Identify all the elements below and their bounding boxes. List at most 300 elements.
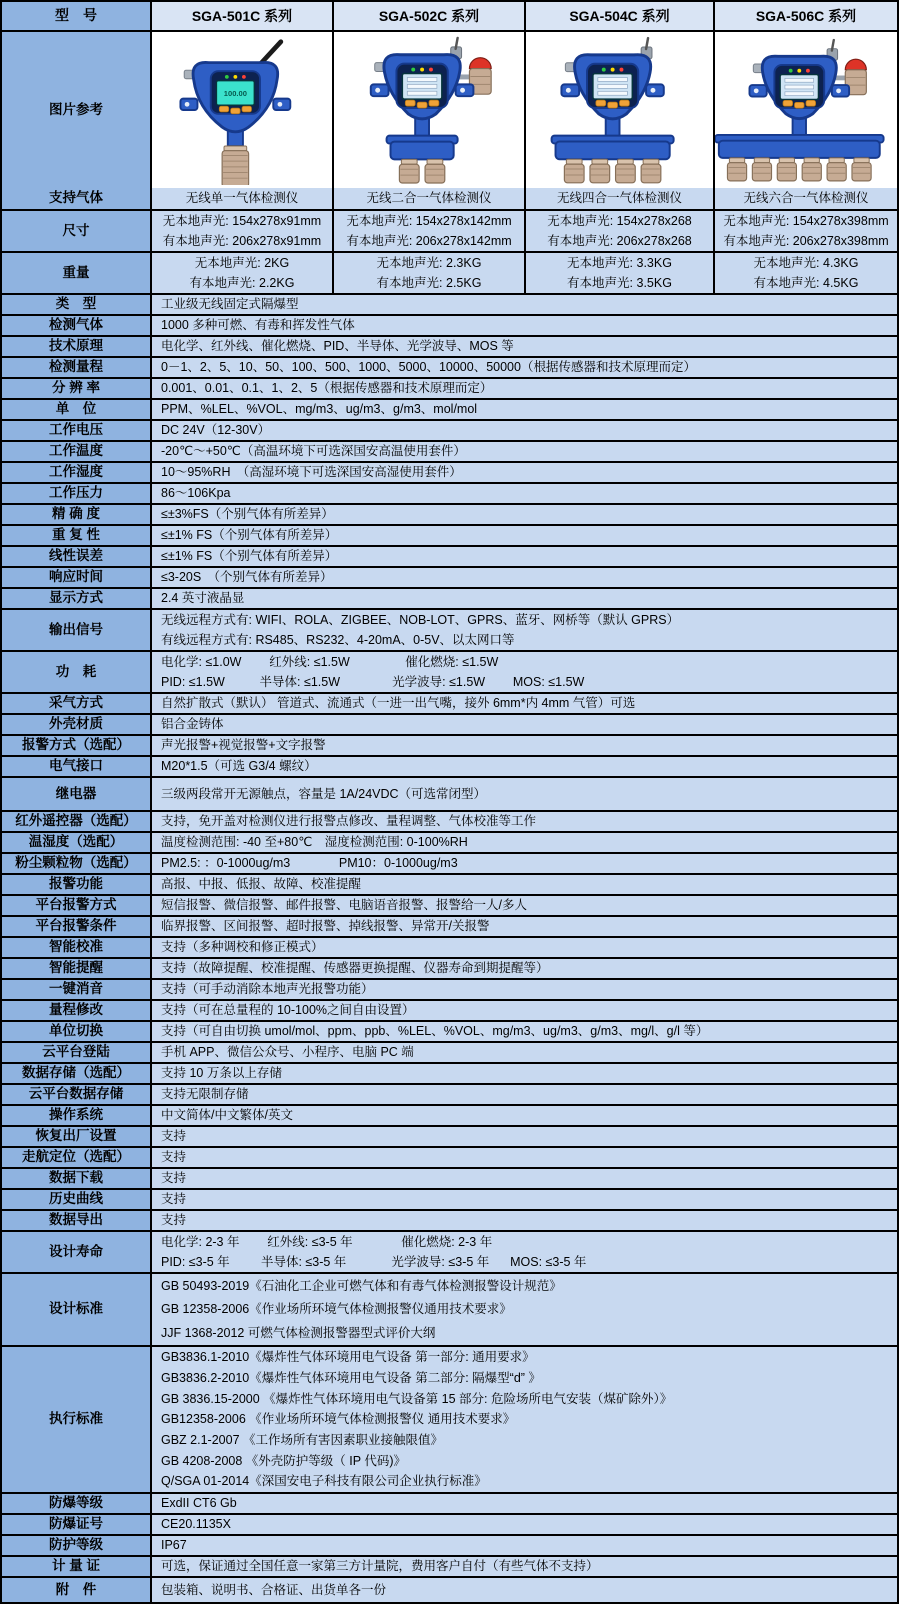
spec-row bbox=[2, 1188, 897, 1209]
spec-value: CE20.1135X bbox=[161, 1517, 231, 1532]
spec-row bbox=[2, 545, 897, 566]
spec-row bbox=[2, 852, 897, 873]
device-image-sga-506c bbox=[713, 32, 897, 188]
row-label: 线性误差 bbox=[2, 547, 152, 566]
row-label: 输出信号 bbox=[2, 610, 152, 650]
device-button bbox=[242, 106, 251, 112]
led-icon bbox=[620, 68, 624, 72]
spec-value: 有本地声光: 206x278x142mm bbox=[346, 233, 512, 248]
spec-row bbox=[2, 1167, 897, 1188]
device-button bbox=[417, 102, 427, 108]
spec-cell bbox=[332, 253, 524, 293]
spec-value: 无本地声光: 4.3KG bbox=[753, 255, 859, 270]
spec-cell bbox=[152, 652, 897, 692]
row-label: 设计标准 bbox=[2, 1274, 152, 1345]
row-label: 显示方式 bbox=[2, 589, 152, 608]
spec-value: 无本地声光: 154x278x268 bbox=[547, 213, 692, 228]
spec-row bbox=[2, 776, 897, 810]
model-header-sga-501c: SGA-501C 系列 bbox=[152, 2, 332, 30]
gas-sensor-icon bbox=[399, 159, 419, 183]
led-icon bbox=[789, 69, 793, 73]
model-header-sga-506c: SGA-506C 系列 bbox=[713, 2, 897, 30]
spec-value: 支持 bbox=[161, 1192, 187, 1207]
spec-value: 中文简体/中文繁体/英文 bbox=[161, 1108, 293, 1123]
row-label: 计 量 证 bbox=[2, 1557, 152, 1576]
spec-row bbox=[2, 755, 897, 776]
row-label: 防爆等级 bbox=[2, 1494, 152, 1513]
spec-cell bbox=[152, 1064, 897, 1083]
spec-row bbox=[2, 398, 897, 419]
gas-sensor-icon bbox=[222, 146, 249, 185]
spec-cell bbox=[152, 1274, 897, 1345]
row-label: 采气方式 bbox=[2, 694, 152, 713]
spec-value: 10～95%RH （高湿环境下可选深国安高湿使用套件） bbox=[161, 465, 462, 480]
spec-cell bbox=[152, 917, 897, 936]
spec-value: 有本地声光: 206x278x91mm bbox=[162, 233, 322, 248]
row-label: 一键消音 bbox=[2, 980, 152, 999]
row-label: 平台报警条件 bbox=[2, 917, 152, 936]
spec-row bbox=[2, 524, 897, 545]
spec-cell bbox=[713, 253, 897, 293]
device-button bbox=[806, 100, 816, 106]
row-label: 工作压力 bbox=[2, 484, 152, 503]
spec-row bbox=[2, 1576, 897, 1602]
spec-cell bbox=[152, 833, 897, 852]
spec-value: Q/SGA 01-2014《深国安电子科技有限公司企业执行标准》 bbox=[161, 1474, 487, 1489]
spec-value: GB 4208-2008 《外壳防护等级（ IP 代码)》 bbox=[161, 1453, 406, 1468]
spec-row bbox=[2, 873, 897, 894]
image-row bbox=[2, 30, 897, 188]
spec-value: 1000 多种可燃、有毒和挥发性气体 bbox=[161, 318, 355, 333]
spec-row bbox=[2, 377, 897, 398]
spec-value: 三级两段常开无源触点，容量是 1A/24VDC（可选常闭型） bbox=[161, 786, 487, 801]
spec-value: 无本地声光: 154x278x142mm bbox=[346, 213, 512, 228]
spec-row bbox=[2, 650, 897, 692]
spec-value: 自然扩散式（默认） 管道式、流通式（一进一出气嘴，接外 6mm*内 4mm 气管）可选 bbox=[161, 696, 636, 711]
spec-cell bbox=[152, 736, 897, 755]
spec-value: PPM、%LEL、%VOL、mg/m3、ug/m3、g/m3、mol/mol bbox=[161, 402, 478, 417]
led-icon bbox=[429, 68, 433, 72]
spec-value: M20*1.5（可选 G3/4 螺纹） bbox=[161, 759, 317, 774]
spec-cell bbox=[713, 188, 897, 209]
spec-row bbox=[2, 314, 897, 335]
spec-cell bbox=[152, 778, 897, 810]
spec-row bbox=[2, 566, 897, 587]
spec-row bbox=[2, 1209, 897, 1230]
spec-row bbox=[2, 1125, 897, 1146]
led-icon bbox=[225, 75, 229, 79]
spec-value: 86～106Kpa bbox=[161, 486, 231, 501]
spec-value: GB3836.1-2010《爆炸性气体环境用电气设备 第一部分: 通用要求》 bbox=[161, 1350, 535, 1365]
spec-cell bbox=[152, 938, 897, 957]
spec-cell bbox=[152, 980, 897, 999]
led-icon bbox=[602, 68, 606, 72]
spec-cell bbox=[152, 1169, 897, 1188]
device-image-sga-502c bbox=[332, 32, 524, 188]
gas-sensor-icon bbox=[777, 158, 796, 181]
row-label: 检测气体 bbox=[2, 316, 152, 335]
spec-value: 有本地声光: 2.2KG bbox=[189, 275, 295, 290]
led-icon bbox=[420, 68, 424, 72]
gas-sensor-icon bbox=[564, 159, 584, 183]
row-label: 单位切换 bbox=[2, 1022, 152, 1041]
row-label: 设计寿命 bbox=[2, 1232, 152, 1272]
spec-row bbox=[2, 1146, 897, 1167]
gas-sensor-icon bbox=[852, 158, 871, 181]
spec-value: 高报、中报、低报、故障、校准提醒 bbox=[161, 877, 362, 892]
device-button bbox=[231, 108, 240, 114]
device-image bbox=[526, 35, 713, 185]
device-button bbox=[795, 102, 805, 108]
row-label: 支持气体 bbox=[2, 188, 152, 209]
spec-row bbox=[2, 915, 897, 936]
row-label: 工作电压 bbox=[2, 421, 152, 440]
row-label: 分 辨 率 bbox=[2, 379, 152, 398]
spec-cell bbox=[524, 253, 713, 293]
spec-cell bbox=[152, 568, 897, 587]
spec-row bbox=[2, 734, 897, 755]
spec-cell bbox=[152, 1043, 897, 1062]
spec-value: 支持 bbox=[161, 1171, 187, 1186]
spec-row bbox=[2, 1020, 897, 1041]
spec-value: 可选，保证通过全国任意一家第三方计量院，费用客户自付（有些气体不支持） bbox=[161, 1559, 599, 1574]
spec-value: 支持无限制存储 bbox=[161, 1087, 249, 1102]
spec-row bbox=[2, 692, 897, 713]
spec-cell bbox=[152, 1022, 897, 1041]
row-label: 走航定位（选配） bbox=[2, 1148, 152, 1167]
spec-value: 0－1、2、5、10、50、100、500、1000、5000、10000、50000（根据传感器和技术原理而定） bbox=[161, 360, 696, 375]
spec-value: 无本地声光: 154x278x91mm bbox=[162, 213, 322, 228]
spec-cell bbox=[152, 211, 332, 251]
row-label: 云平台数据存储 bbox=[2, 1085, 152, 1104]
spec-value: ≤3-20S （个别气体有所差异） bbox=[161, 570, 333, 585]
row-label: 电气接口 bbox=[2, 757, 152, 776]
spec-cell bbox=[152, 1515, 897, 1534]
spec-value: 无线二合一气体检测仪 bbox=[366, 191, 492, 206]
row-label: 历史曲线 bbox=[2, 1190, 152, 1209]
row-label: 工作湿度 bbox=[2, 463, 152, 482]
spec-cell bbox=[152, 400, 897, 419]
gas-sensor-icon bbox=[641, 159, 661, 183]
gas-sensor-icon bbox=[827, 158, 846, 181]
row-label: 云平台登陆 bbox=[2, 1043, 152, 1062]
spec-value: 有本地声光: 4.5KG bbox=[753, 275, 859, 290]
row-label: 恢复出厂设置 bbox=[2, 1127, 152, 1146]
spec-cell bbox=[152, 694, 897, 713]
spec-row bbox=[2, 1083, 897, 1104]
row-label: 防护等级 bbox=[2, 1536, 152, 1555]
led-icon bbox=[611, 68, 615, 72]
spec-cell bbox=[152, 1578, 897, 1602]
gas-sensor-icon bbox=[425, 159, 445, 183]
row-label: 量程修改 bbox=[2, 1001, 152, 1020]
spec-row bbox=[2, 1534, 897, 1555]
spec-value: 支持，免开盖对检测仪进行报警点修改、量程调整、气体校准等工作 bbox=[161, 814, 537, 829]
spec-value: DC 24V（12-30V） bbox=[161, 423, 271, 438]
row-label: 粉尘颗粒物（选配） bbox=[2, 854, 152, 873]
spec-value: ≤±3%FS（个别气体有所差异） bbox=[161, 507, 334, 522]
row-label: 重 复 性 bbox=[2, 526, 152, 545]
spec-value: 铝合金铸体 bbox=[161, 717, 224, 732]
spec-value: 短信报警、微信报警、邮件报警、电脑语音报警、报警给一人/多人 bbox=[161, 898, 527, 913]
spec-value: PM2.5: ：0-1000ug/m3 PM10：0-1000ug/m3 bbox=[161, 856, 458, 871]
row-label: 响应时间 bbox=[2, 568, 152, 587]
device-button bbox=[219, 106, 228, 112]
spec-value: GB 3836.15-2000 《爆炸性气体环境用电气设备第 15 部分: 危险场所电气安装（煤矿除外）》 bbox=[161, 1391, 673, 1406]
spec-row bbox=[2, 831, 897, 852]
spec-value: 0.001、0.01、0.1、1、2、5（根据传感器和技术原理而定） bbox=[161, 381, 493, 396]
gas-sensor-icon bbox=[616, 159, 636, 183]
spec-cell bbox=[152, 379, 897, 398]
spec-value: 支持 bbox=[161, 1213, 187, 1228]
spec-row bbox=[2, 356, 897, 377]
device-image-sga-504c bbox=[524, 32, 713, 188]
spec-cell bbox=[152, 421, 897, 440]
device-button bbox=[429, 100, 439, 106]
device-button bbox=[620, 100, 630, 106]
row-label: 报警方式（选配） bbox=[2, 736, 152, 755]
spec-value: GB3836.2-2010《爆炸性气体环境用电气设备 第二部分: 隔爆型“d” 》 bbox=[161, 1370, 541, 1385]
spec-value: 有本地声光: 2.5KG bbox=[376, 275, 482, 290]
row-label: 检测量程 bbox=[2, 358, 152, 377]
spec-cell bbox=[152, 875, 897, 894]
spec-value: GB 50493-2019《石油化工企业可燃气体和有毒气体检测报警设计规范》 bbox=[161, 1278, 562, 1293]
led-icon bbox=[806, 69, 810, 73]
spec-row bbox=[2, 503, 897, 524]
spec-cell bbox=[152, 1127, 897, 1146]
row-label-model: 型 号 bbox=[2, 2, 152, 30]
spec-cell bbox=[152, 896, 897, 915]
spec-value: ≤±1% FS（个别气体有所差异） bbox=[161, 549, 338, 564]
spec-cell bbox=[152, 1536, 897, 1555]
spec-value: 工业级无线固定式隔爆型 bbox=[161, 297, 299, 312]
row-label: 单 位 bbox=[2, 400, 152, 419]
spec-row bbox=[2, 999, 897, 1020]
device-button bbox=[405, 100, 415, 106]
spec-value: 有本地声光: 206x278x398mm bbox=[723, 233, 889, 248]
spec-cell bbox=[524, 188, 713, 209]
row-label: 工作温度 bbox=[2, 442, 152, 461]
spec-cell bbox=[152, 1557, 897, 1576]
led-icon bbox=[797, 69, 801, 73]
row-label: 类 型 bbox=[2, 295, 152, 314]
spec-row bbox=[2, 251, 897, 293]
spec-row bbox=[2, 461, 897, 482]
row-label: 执行标准 bbox=[2, 1347, 152, 1492]
spec-row bbox=[2, 810, 897, 831]
spec-cell bbox=[332, 211, 524, 251]
spec-value: ≤±1% FS（个别气体有所差异） bbox=[161, 528, 338, 543]
row-label: 继电器 bbox=[2, 778, 152, 810]
gas-sensor-icon bbox=[727, 158, 746, 181]
spec-value: 支持 10 万条以上存储 bbox=[161, 1066, 282, 1081]
device-button bbox=[783, 100, 793, 106]
spec-cell bbox=[152, 589, 897, 608]
spec-value: 温度检测范围: -40 至+80℃ 湿度检测范围: 0-100%RH bbox=[161, 835, 468, 850]
spec-cell bbox=[152, 442, 897, 461]
gas-sensor-icon bbox=[802, 158, 821, 181]
spec-cell bbox=[152, 316, 897, 335]
spec-cell bbox=[152, 1001, 897, 1020]
spec-value: 无本地声光: 3.3KG bbox=[567, 255, 672, 270]
row-label: 红外遥控器（选配） bbox=[2, 812, 152, 831]
spec-cell bbox=[152, 463, 897, 482]
gas-sensor-icon bbox=[590, 159, 610, 183]
spec-cell bbox=[152, 812, 897, 831]
spec-cell bbox=[152, 358, 897, 377]
spec-cell bbox=[152, 757, 897, 776]
row-label: 外壳材质 bbox=[2, 715, 152, 734]
spec-row bbox=[2, 957, 897, 978]
spec-row bbox=[2, 608, 897, 650]
device-image bbox=[334, 35, 524, 185]
spec-rows bbox=[2, 188, 897, 1602]
spec-value: 有线远程方式有: RS485、RS232、4-20mA、0-5V、以太网口等 bbox=[161, 632, 515, 647]
row-label: 智能提醒 bbox=[2, 959, 152, 978]
spec-cell bbox=[152, 188, 332, 209]
spec-row bbox=[2, 1104, 897, 1125]
row-label: 温湿度（选配） bbox=[2, 833, 152, 852]
device-image-sga-501c bbox=[152, 32, 332, 188]
row-label: 平台报警方式 bbox=[2, 896, 152, 915]
spec-cell bbox=[524, 211, 713, 251]
spec-row bbox=[2, 1492, 897, 1513]
spec-value: 无线六合一气体检测仪 bbox=[743, 191, 869, 206]
device-image bbox=[152, 35, 332, 185]
spec-value: 无本地声光: 2.3KG bbox=[376, 255, 482, 270]
device-button bbox=[608, 102, 618, 108]
led-icon bbox=[233, 75, 237, 79]
svg-text:100.00: 100.00 bbox=[223, 88, 247, 98]
device-button bbox=[596, 100, 606, 106]
spec-value: 无线单一气体检测仪 bbox=[185, 191, 299, 206]
spec-row bbox=[2, 482, 897, 503]
row-label: 智能校准 bbox=[2, 938, 152, 957]
spec-cell bbox=[152, 1347, 897, 1492]
spec-cell bbox=[152, 1190, 897, 1209]
spec-value: 无本地声光: 2KG bbox=[194, 255, 290, 270]
row-label: 数据存储（选配） bbox=[2, 1064, 152, 1083]
spec-value: 电化学: 2-3 年 红外线: ≤3-5 年 催化燃烧: 2-3 年 bbox=[161, 1234, 493, 1249]
row-label: 操作系统 bbox=[2, 1106, 152, 1125]
model-header-sga-502c: SGA-502C 系列 bbox=[332, 2, 524, 30]
spec-cell bbox=[152, 610, 897, 650]
spec-row bbox=[2, 713, 897, 734]
spec-row bbox=[2, 209, 897, 251]
spec-value: 声光报警+视觉报警+文字报警 bbox=[161, 738, 326, 753]
spec-value: 2.4 英寸液晶显 bbox=[161, 591, 245, 606]
spec-value: 支持（可手动消除本地声光报警功能） bbox=[161, 982, 374, 997]
spec-row bbox=[2, 587, 897, 608]
spec-value: 手机 APP、微信公众号、小程序、电脑 PC 端 bbox=[161, 1045, 414, 1060]
spec-cell bbox=[152, 547, 897, 566]
spec-row bbox=[2, 1062, 897, 1083]
spec-value: 无线远程方式有: WIFI、ROLA、ZIGBEE、NOB-LOT、GPRS、蓝牙、网桥等（默认 GPRS） bbox=[161, 612, 680, 627]
spec-value: 包装箱、说明书、合格证、出货单各一份 bbox=[161, 1582, 387, 1597]
spec-row bbox=[2, 1345, 897, 1492]
spec-cell bbox=[332, 188, 524, 209]
spec-value: JJF 1368-2012 可燃气体检测报警器型式评价大纲 bbox=[161, 1325, 436, 1340]
spec-cell bbox=[152, 1232, 897, 1272]
spec-value: 支持（多种调校和修正模式） bbox=[161, 940, 324, 955]
spec-cell bbox=[152, 484, 897, 503]
spec-row bbox=[2, 440, 897, 461]
gas-sensor-icon bbox=[752, 158, 771, 181]
spec-row bbox=[2, 936, 897, 957]
spec-row bbox=[2, 1041, 897, 1062]
spec-cell bbox=[152, 505, 897, 524]
spec-cell bbox=[152, 337, 897, 356]
spec-row bbox=[2, 1272, 897, 1345]
spec-value: 有本地声光: 3.5KG bbox=[567, 275, 672, 290]
spec-row bbox=[2, 188, 897, 209]
row-label: 重量 bbox=[2, 253, 152, 293]
row-label: 功 耗 bbox=[2, 652, 152, 692]
spec-cell bbox=[152, 253, 332, 293]
spec-cell bbox=[152, 295, 897, 314]
spec-value: 支持（故障提醒、校准提醒、传感器更换提醒、仪器寿命到期提醒等） bbox=[161, 961, 549, 976]
spec-cell bbox=[152, 1106, 897, 1125]
row-label-image: 图片参考 bbox=[2, 32, 152, 188]
spec-row bbox=[2, 1555, 897, 1576]
spec-cell bbox=[152, 959, 897, 978]
spec-value: IP67 bbox=[161, 1538, 187, 1553]
spec-cell bbox=[152, 1148, 897, 1167]
spec-value: 电化学、红外线、催化燃烧、PID、半导体、光学波导、MOS 等 bbox=[161, 339, 514, 354]
spec-value: PID: ≤1.5W 半导体: ≤1.5W 光学波导: ≤1.5W MOS: ≤1.5W bbox=[161, 674, 585, 689]
led-icon bbox=[411, 68, 415, 72]
row-label: 数据下载 bbox=[2, 1169, 152, 1188]
spec-value: 无本地声光: 154x278x398mm bbox=[723, 213, 889, 228]
spec-row bbox=[2, 419, 897, 440]
spec-value: 支持 bbox=[161, 1129, 187, 1144]
spec-row bbox=[2, 335, 897, 356]
spec-cell bbox=[152, 526, 897, 545]
spec-cell bbox=[152, 715, 897, 734]
spec-value: 无线四合一气体检测仪 bbox=[556, 191, 682, 206]
row-label: 报警功能 bbox=[2, 875, 152, 894]
spec-row bbox=[2, 293, 897, 314]
row-label: 数据导出 bbox=[2, 1211, 152, 1230]
spec-value: 电化学: ≤1.0W 红外线: ≤1.5W 催化燃烧: ≤1.5W bbox=[161, 654, 499, 669]
row-label: 尺寸 bbox=[2, 211, 152, 251]
spec-cell bbox=[152, 1494, 897, 1513]
row-label: 技术原理 bbox=[2, 337, 152, 356]
spec-value: 支持 bbox=[161, 1150, 187, 1165]
spec-row bbox=[2, 1230, 897, 1272]
spec-value: ExdII CT6 Gb bbox=[161, 1496, 237, 1511]
row-label: 附 件 bbox=[2, 1578, 152, 1602]
model-header-row bbox=[2, 2, 897, 30]
row-label: 防爆证号 bbox=[2, 1515, 152, 1534]
spec-value: GBZ 2.1-2007 《工作场所有害因素职业接触限值》 bbox=[161, 1433, 443, 1448]
model-header-sga-504c: SGA-504C 系列 bbox=[524, 2, 713, 30]
spec-row bbox=[2, 894, 897, 915]
spec-cell bbox=[713, 211, 897, 251]
spec-value: GB 12358-2006《作业场所环境气体检测报警仪通用技术要求》 bbox=[161, 1302, 512, 1317]
spec-value: GB12358-2006 《作业场所环境气体检测报警仪 通用技术要求》 bbox=[161, 1412, 516, 1427]
row-label: 精 确 度 bbox=[2, 505, 152, 524]
spec-value: 支持（可在总量程的 10-100%之间自由设置） bbox=[161, 1003, 415, 1018]
spec-value: 临界报警、区间报警、超时报警、掉线报警、异常开/关报警 bbox=[161, 919, 490, 934]
spec-cell bbox=[152, 1085, 897, 1104]
spec-value: PID: ≤3-5 年 半导体: ≤3-5 年 光学波导: ≤3-5 年 MOS: ≤3-5 年 bbox=[161, 1254, 587, 1269]
spec-row bbox=[2, 978, 897, 999]
led-icon bbox=[242, 75, 246, 79]
spec-cell bbox=[152, 1211, 897, 1230]
spec-value: -20℃～+50℃（高温环境下可选深国安高温使用套件） bbox=[161, 444, 466, 459]
device-image bbox=[715, 35, 897, 185]
